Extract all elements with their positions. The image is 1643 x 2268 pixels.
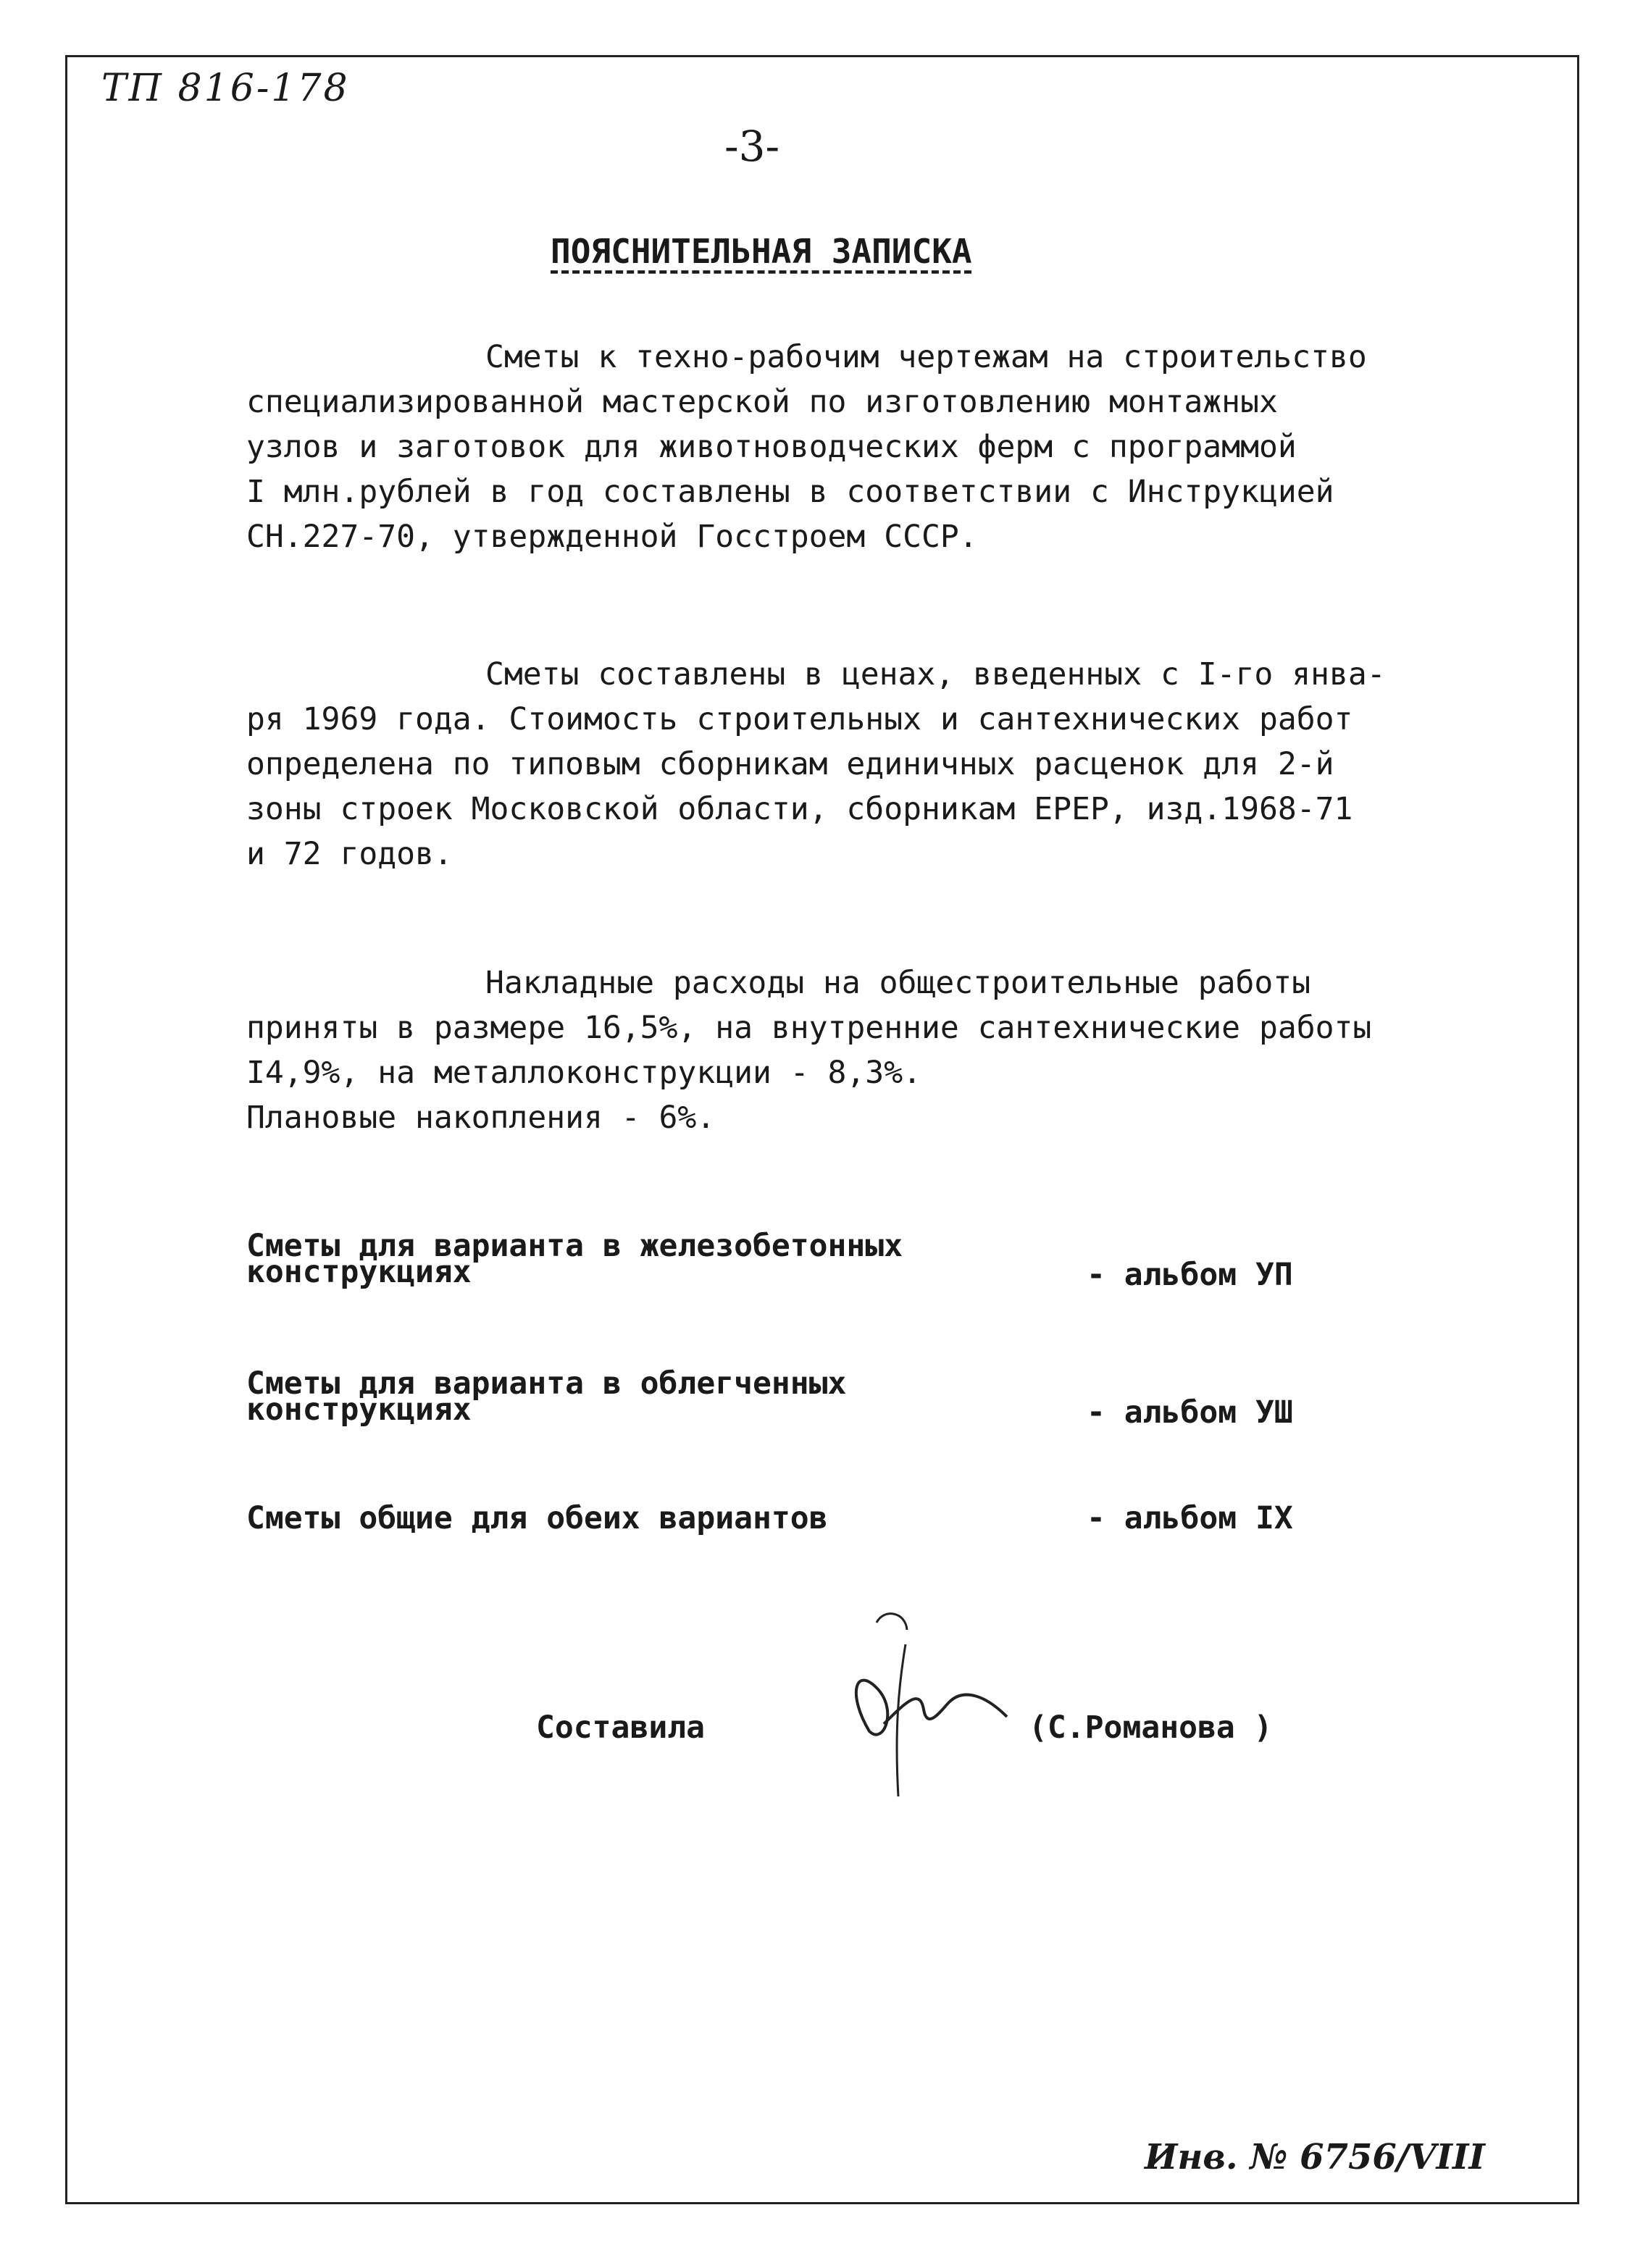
paragraph-overheads: Накладные расходы на общестроительные работы приняты в размере 16,5%, на внутренние сантехнические работы I4,9%, на металлоконструкции - 8,3%. Плановые накопления - 6%. — [246, 965, 1372, 1136]
paragraph-intro: Сметы к техно-рабочим чертежам на строительство специализированной мастерской по изготовлению монтажных узлов и заготовок для животноводческих ферм с программой I млн.рублей в год составлены в соответствии с Инструкцией СН.227-70, утвержденной Госстроем СССР. — [246, 339, 1367, 555]
album-label: Сметы для варианта в облегченных конструкциях — [246, 1365, 847, 1428]
album-value: - альбом УШ — [1087, 1394, 1293, 1431]
inventory-number: Инв. № 6756/VIII — [1145, 2137, 1485, 2177]
page-frame-bottom — [65, 2202, 1579, 2204]
page-frame-top — [65, 55, 1579, 57]
album-value: - альбом IX — [1087, 1500, 1293, 1536]
page-frame-left — [65, 55, 67, 2204]
page-title: ПОЯСНИТЕЛЬНАЯ ЗАПИСКА — [551, 232, 972, 271]
page-number: -3- — [724, 122, 780, 171]
signer-name: (С.Романова ) — [1029, 1710, 1273, 1746]
handwritten-signature — [797, 1579, 1029, 1811]
album-row-lightweight — [246, 1365, 1362, 1436]
album-label: Сметы для варианта в железобетонных конструкциях — [246, 1228, 903, 1290]
page-frame-right — [1577, 55, 1579, 2204]
paragraph-prices: Сметы составлены в ценах, введенных с I-го янва- ря 1969 года. Стоимость строительных и сантехнических работ определена по типовым сборникам единичных расценок для 2-й зоны строек Московской области, сборникам ЕРЕР, изд.1968-71 и 72 годов. — [246, 656, 1386, 872]
document-code: ТП 816-178 — [101, 67, 350, 110]
album-row-common — [246, 1500, 1362, 1541]
album-row-ferroconcrete — [246, 1228, 1362, 1298]
signer-role: Составила — [536, 1710, 705, 1746]
album-value: - альбом УП — [1087, 1257, 1293, 1293]
album-label: Сметы общие для обеих вариантов — [246, 1500, 828, 1536]
